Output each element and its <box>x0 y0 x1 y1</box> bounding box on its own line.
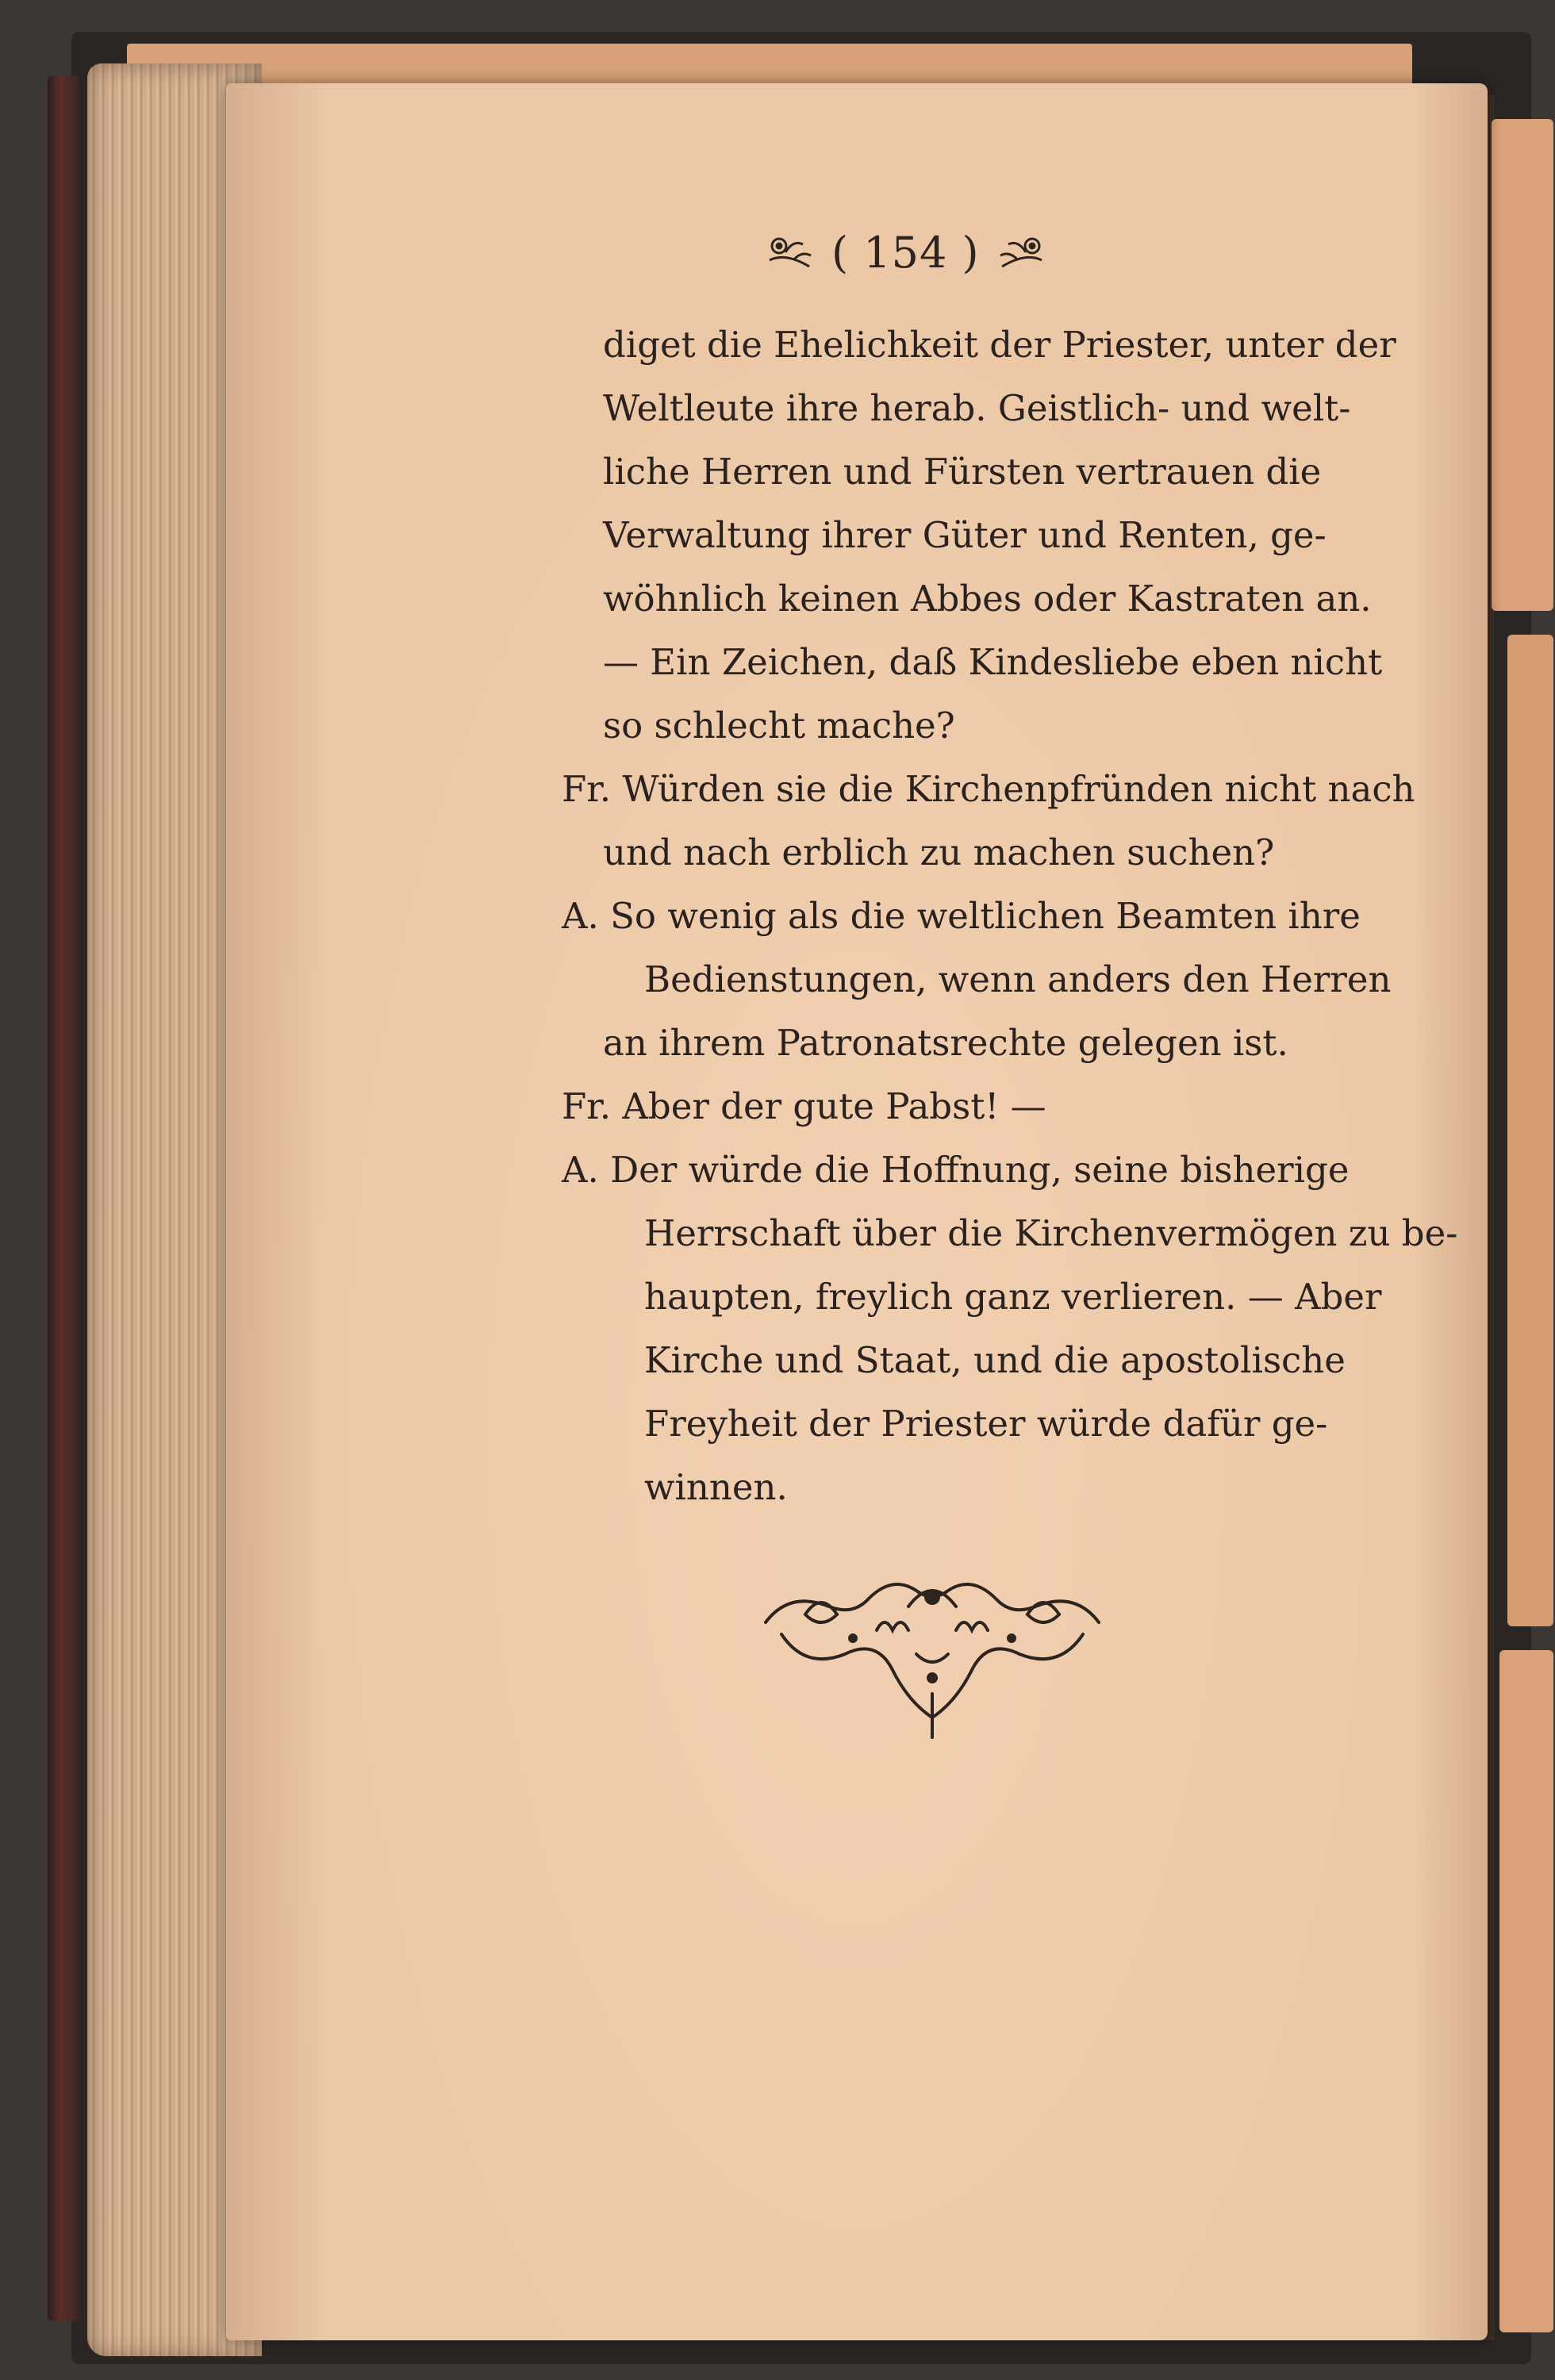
text-line: haupten, freylich ganz verlieren. — Aber <box>644 1276 1382 1318</box>
page-header <box>762 221 1050 284</box>
text-line: an ihrem Patronatsrechte gelegen ist. <box>603 1022 1288 1064</box>
flower-ornament-icon <box>991 228 1050 276</box>
page-body <box>562 313 1458 1519</box>
torn-page-fragment <box>1507 635 1553 1626</box>
dialogue-answer: A. Der würde die Hoffnung, seine bisherige <box>562 1149 1350 1191</box>
torn-page-fragment <box>1499 1650 1553 2332</box>
text-line: Freyheit der Priester würde dafür ge- <box>644 1403 1328 1445</box>
dialogue-question: Fr. Aber der gute Pabst! — <box>562 1085 1046 1127</box>
text-line: wöhnlich keinen Abbes oder Kastraten an. <box>603 578 1372 620</box>
text-line: so schlecht mache? <box>603 704 955 747</box>
text-line: Bedienstungen, wenn anders den Herren <box>644 958 1392 1000</box>
dialogue-question: Fr. Würden sie die Kirchenpfründen nicht nach <box>562 768 1415 810</box>
text-line: Herrschaft über die Kirchenvermögen zu be- <box>644 1212 1458 1254</box>
torn-page-fragment <box>1492 119 1553 611</box>
rococo-vignette-ornament <box>758 1559 1107 1741</box>
text-line: Kirche und Staat, und die apostolische <box>644 1339 1346 1381</box>
text-line: diget die Ehelichkeit der Priester, unter der <box>603 324 1396 366</box>
text-line: und nach erblich zu machen suchen? <box>603 831 1275 873</box>
text-line: liche Herren und Fürsten vertrauen die <box>603 451 1322 493</box>
text-line: winnen. <box>644 1466 788 1508</box>
flower-ornament-icon <box>762 228 820 276</box>
text-line: Verwaltung ihrer Güter und Renten, ge- <box>603 514 1327 556</box>
dialogue-answer: A. So wenig als die weltlichen Beamten ihre <box>562 895 1361 937</box>
binding-edge <box>48 75 79 2320</box>
page-number: ( 154 ) <box>831 227 980 278</box>
text-line: Weltleute ihre herab. Geistlich- und welt- <box>603 387 1351 429</box>
text-line: — Ein Zeichen, daß Kindesliebe eben nicht <box>603 641 1383 683</box>
